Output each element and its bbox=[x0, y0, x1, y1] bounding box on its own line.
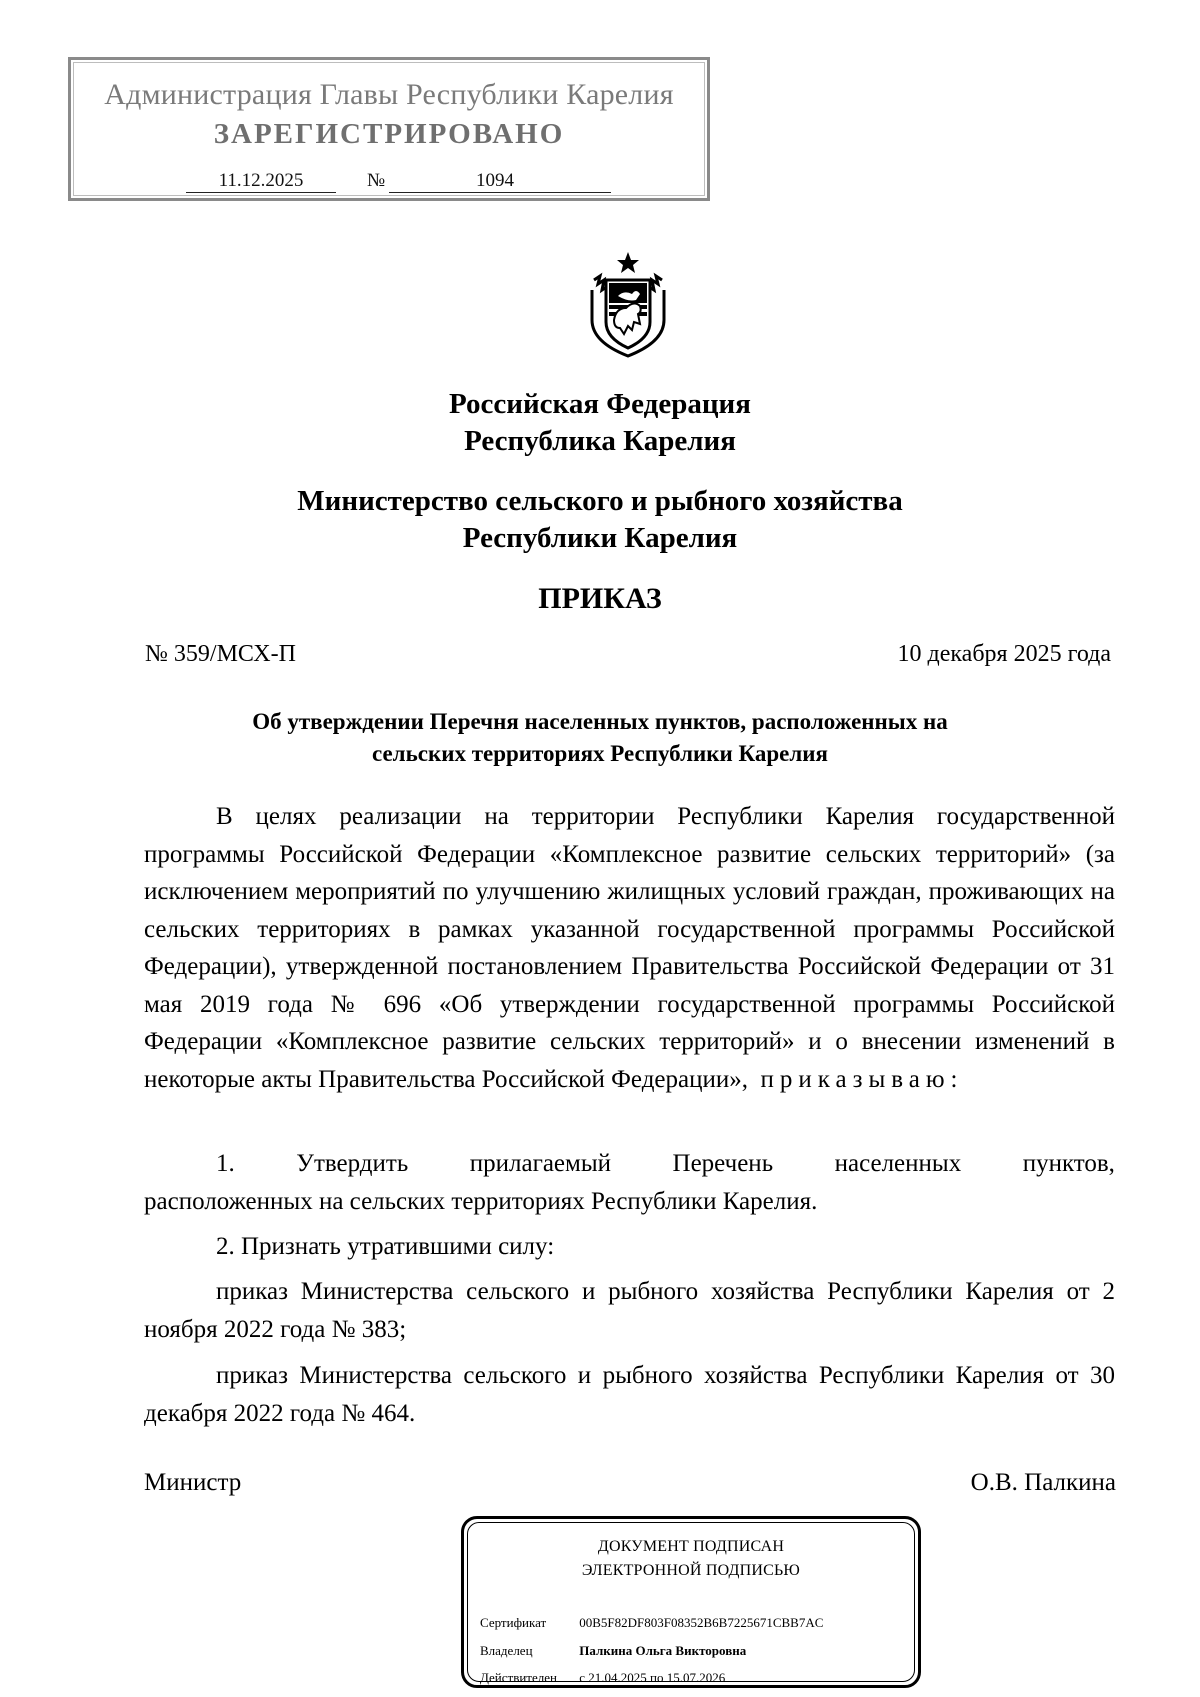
registration-status: ЗАРЕГИСТРИРОВАНО bbox=[213, 118, 565, 150]
item-1-rest: расположенных на сельских территориях Республики Карелия. bbox=[144, 1187, 818, 1215]
item-1-word: пунктов, bbox=[1022, 1150, 1115, 1177]
registration-number-field bbox=[389, 170, 611, 193]
order-subject-line2: сельских территориях Республики Карелия bbox=[371, 741, 828, 766]
order-word: приказываю: bbox=[760, 1065, 964, 1093]
esig-header-line2: ЭЛЕКТРОННОЙ ПОДПИСЬЮ bbox=[581, 1562, 801, 1579]
header-ministry-line1: Министерство сельского и рыбного хозяйства bbox=[297, 485, 903, 517]
repealed-order-2: приказ Министерства сельского и рыбного хозяйства Республики Карелия от 30 декабря 2022 года № 464. bbox=[144, 1362, 1115, 1427]
esig-owner-row bbox=[480, 1643, 746, 1659]
registration-number: 1094 bbox=[476, 170, 514, 191]
signatory-name: О.В. Палкина bbox=[970, 1469, 1116, 1496]
order-date: 10 декабря 2025 года bbox=[897, 641, 1111, 667]
document-type: ПРИКАЗ bbox=[538, 582, 662, 615]
esig-owner-label: Владелец bbox=[480, 1643, 533, 1658]
preamble-text: В целях реализации на территории Республики Карелия государственной программы Российской Федерации «Комплексное развитие сельских территорий» (за исключением мероприятий по улучшению жилищных условий граждан, проживающих на сельских территориях в рамках указанной государственной программы Российской Федерации), утвержденной постановлением Правительства Российской Федерации от 31 мая 2019 года № 696 «Об утверждении государственной программы Российской Федерации «Комплексное развитие сельских территорий» и о внесении изменений в некоторые акты Правительства Российской Федерации», bbox=[144, 803, 1115, 1093]
esig-certificate-row bbox=[480, 1615, 823, 1631]
registration-date: 11.12.2025 bbox=[186, 170, 336, 193]
item-1-word: прилагаемый bbox=[469, 1150, 612, 1177]
order-subject bbox=[0, 706, 1200, 770]
esig-owner-value: Палкина Ольга Викторовна bbox=[579, 1643, 747, 1658]
electronic-signature-stamp bbox=[461, 1516, 921, 1688]
esig-certificate-label: Сертификат bbox=[480, 1615, 547, 1630]
esig-validity-row bbox=[480, 1670, 725, 1686]
repealed-order-1: приказ Министерства сельского и рыбного хозяйства Республики Карелия от 2 ноября 2022 года № 383; bbox=[144, 1278, 1115, 1343]
header-country: Российская Федерация bbox=[449, 388, 751, 420]
header-country-block bbox=[0, 386, 1200, 460]
signatory-position: Министр bbox=[144, 1469, 242, 1496]
item-2-paragraph: 2. Признать утратившими силу: bbox=[216, 1233, 555, 1260]
item-1-word: населенных bbox=[834, 1150, 962, 1177]
esig-validity-label: Действителен bbox=[480, 1670, 557, 1685]
header-republic: Республика Карелия bbox=[464, 425, 736, 457]
esig-certificate-value: 00B5F82DF803F08352B6B7225671CBB7AC bbox=[579, 1615, 824, 1630]
item-1-word: Перечень bbox=[672, 1150, 774, 1177]
item-1-first-line bbox=[144, 1145, 1115, 1183]
item-1-paragraph bbox=[144, 1145, 1115, 1220]
preamble-paragraph bbox=[144, 798, 1115, 1098]
order-number: № 359/МСХ-П bbox=[145, 641, 296, 667]
registration-organization: Администрация Главы Республики Карелия bbox=[104, 78, 674, 111]
registration-number-sign: № bbox=[367, 170, 386, 191]
order-subject-line1: Об утверждении Перечня населенных пунктов, расположенных на bbox=[252, 709, 948, 734]
registration-stamp bbox=[68, 57, 710, 201]
header-ministry-line2: Республики Карелия bbox=[462, 522, 738, 554]
esig-header bbox=[464, 1535, 918, 1583]
esig-validity-value: с 21.04.2025 по 15.07.2026 bbox=[579, 1670, 726, 1685]
header-ministry-block bbox=[0, 483, 1200, 557]
esig-header-line1: ДОКУМЕНТ ПОДПИСАН bbox=[597, 1538, 785, 1555]
item-1-number: 1. bbox=[216, 1150, 235, 1177]
item-1-word: Утвердить bbox=[296, 1150, 409, 1177]
coat-of-arms-icon bbox=[584, 250, 672, 360]
